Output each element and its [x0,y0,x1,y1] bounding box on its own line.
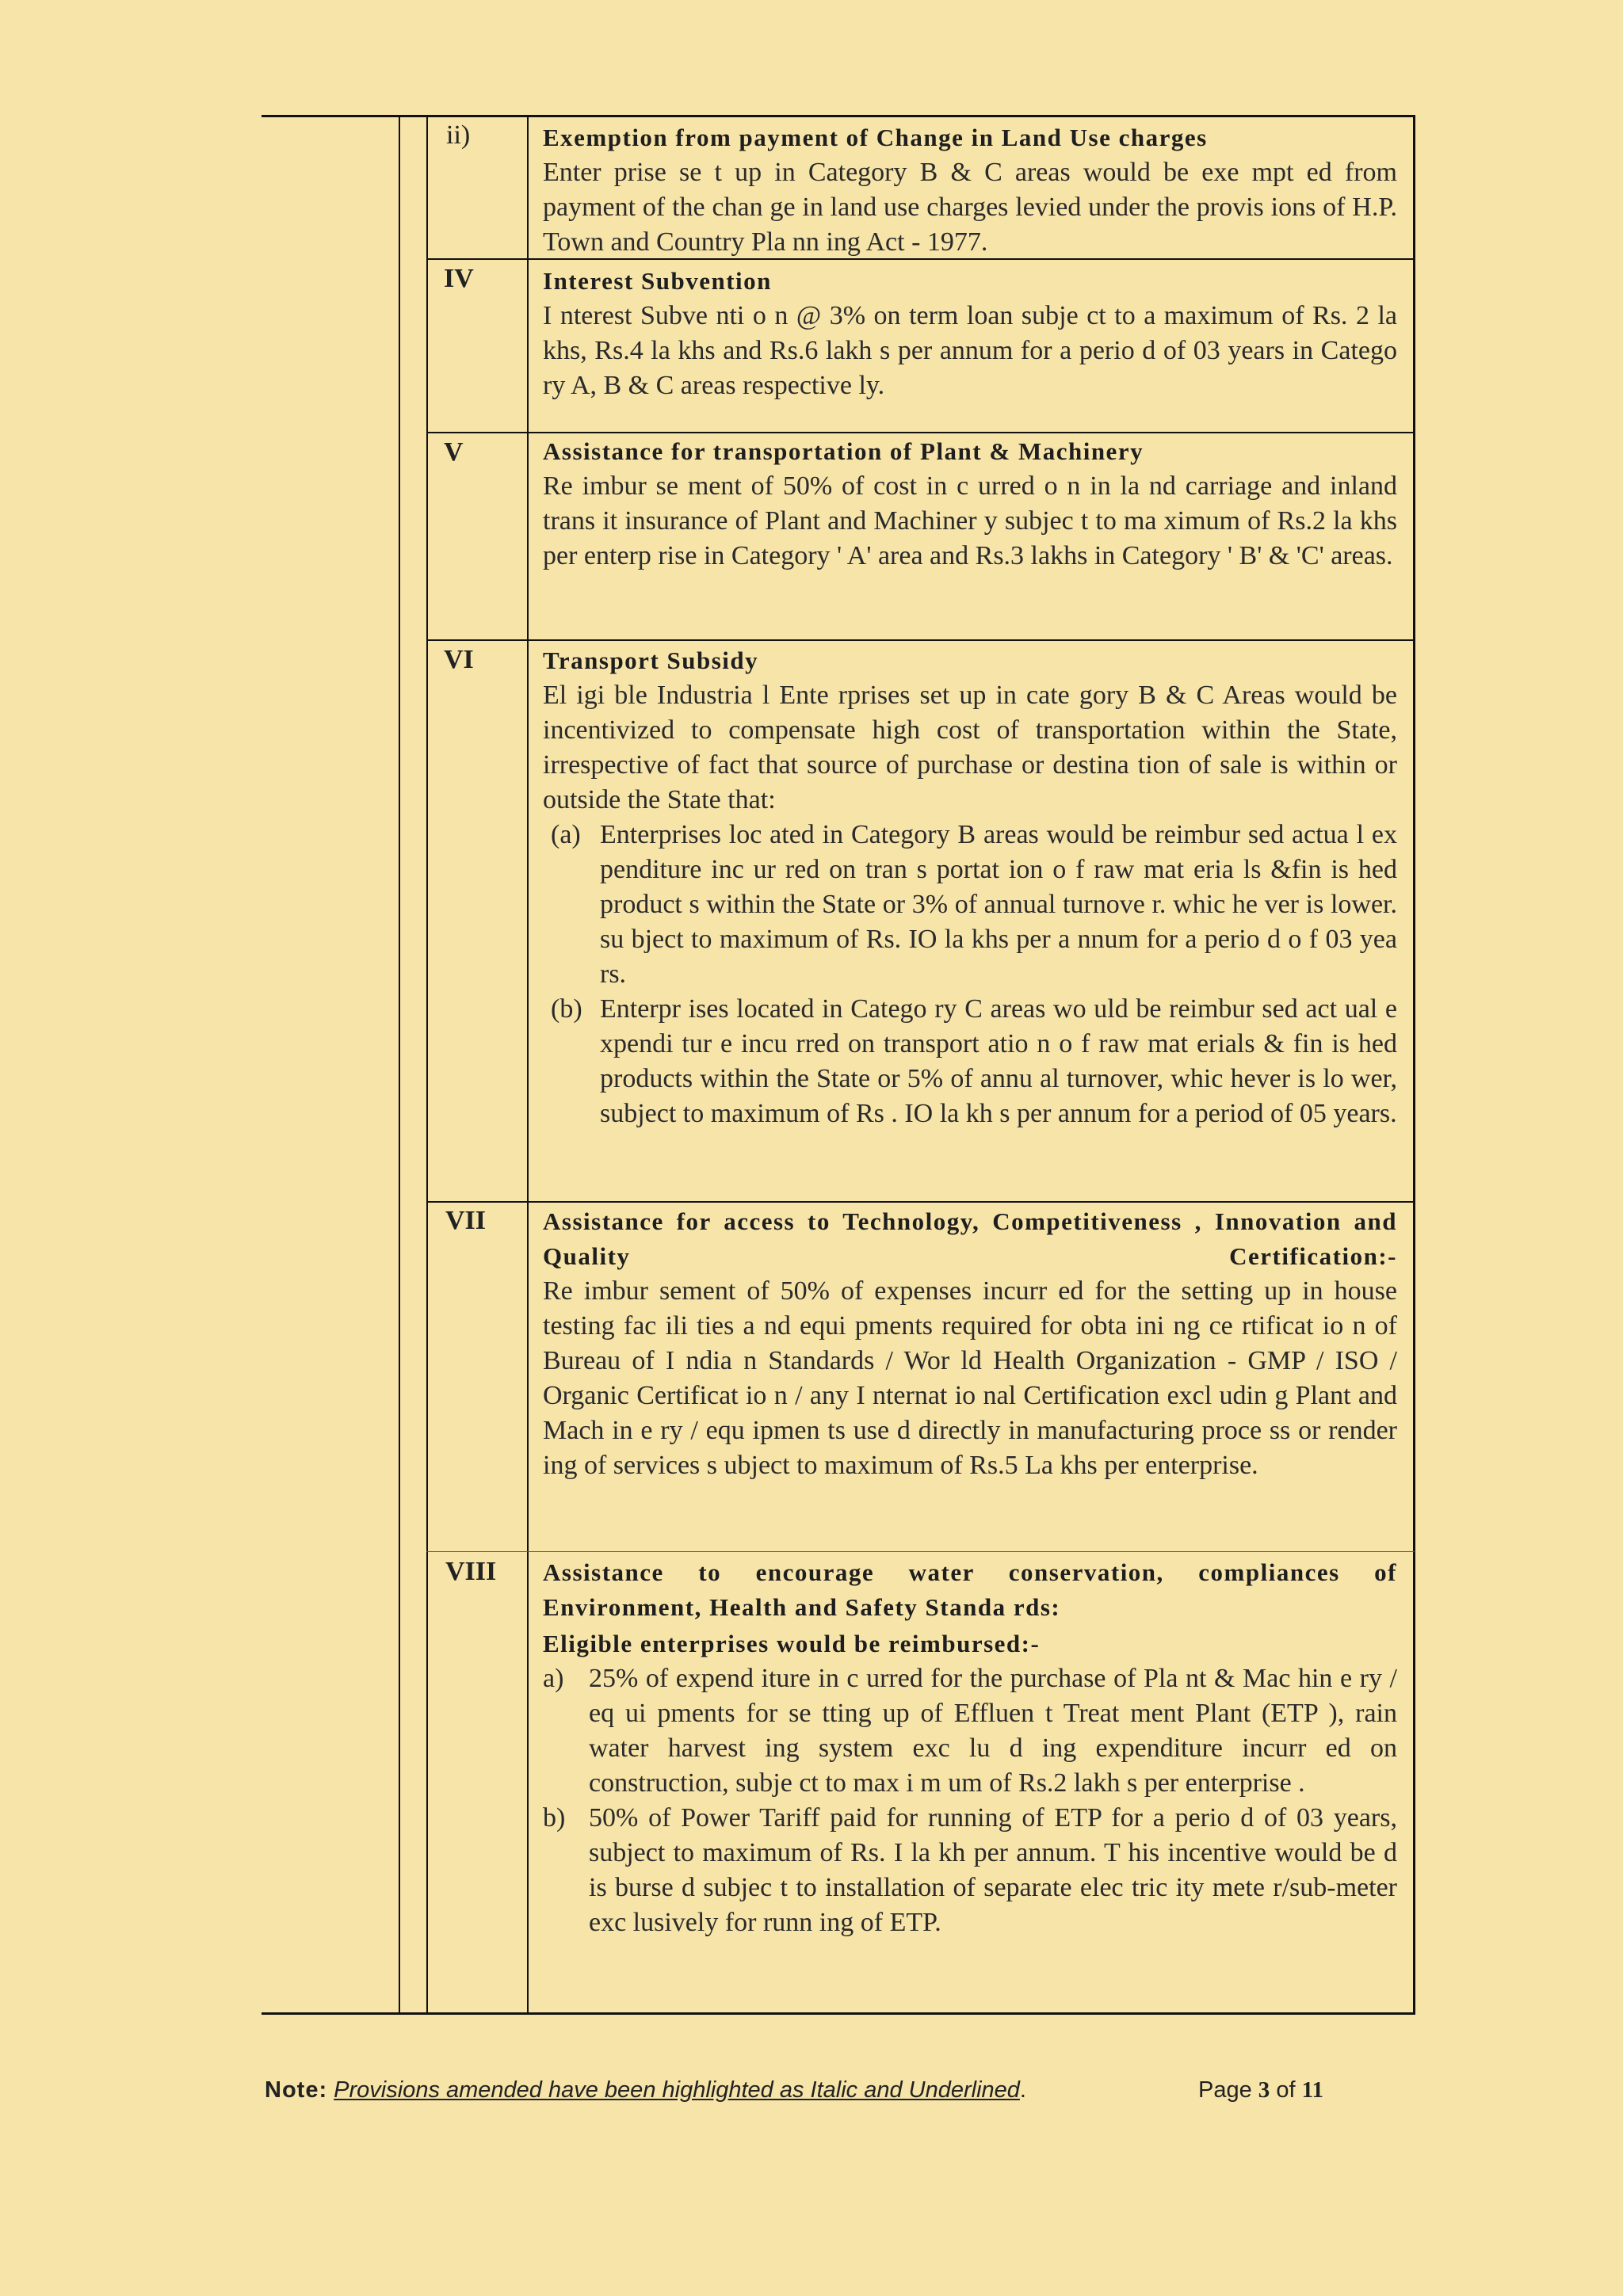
row-content [543,264,1397,403]
list-item-text: Enterprises loc ated in Category B areas would be reimbur sed actua l ex penditure inc ur red on tran s portat ion o f raw mat eria ls &fin is hed product s within the State or 3% of annual turnove r. whic he ver is lower. su bject to maximum of Rs. IO la khs per a nnum for a perio d o f 03 yea rs. [600,820,1397,989]
list-item [543,818,1397,992]
table-right-rule [1413,115,1415,2014]
list-marker: a) [543,1664,564,1693]
section-text: Enter prise se t up in Category B & C areas would be exe mpt ed from payment of the chan ge in land use charges levied under the provis ions of H.P. Town and Country Pla nn ing Act - 1977. [543,158,1397,257]
section-heading-text: Assistance for access to Technology, Competitiveness , Innovation and Quality Certification:- [543,1207,1397,1270]
list-marker: (b) [551,994,582,1024]
section-text: I nterest Subve nti o n @ 3% on term loan subje ct to a maximum of Rs. 2 la khs, Rs.4 la khs and Rs.6 lakh s per annum for a perio d of 03 years in Catego ry A, B & C areas respective ly. [543,301,1397,400]
note-label: Note: [265,2077,328,2103]
list-marker: b) [543,1803,566,1833]
footer-note [265,2077,1026,2103]
section-text: Re imbur se ment of 50% of cost in c urred o n in la nd carriage and inland trans it insurance of Plant and Machiner y subjec t to ma ximum of Rs.2 la khs per enterp rise in Category ' A' area and Rs.3 lakhs in Category ' B' & 'C' areas. [543,471,1397,570]
section-heading: Assistance for transportation of Plant & Machinery [543,437,1144,465]
row-divider [426,639,1415,641]
list-marker: (a) [551,820,581,849]
page-number [1198,2077,1323,2103]
page-of: of [1270,2077,1302,2103]
row-content [543,1204,1397,1483]
clause-list [543,1661,1397,1940]
row-divider [426,1201,1415,1203]
row-number: VI [444,645,474,674]
row-content [543,434,1397,574]
section-heading: Exemption from payment of Change in Land Use charges [543,124,1208,151]
list-item [543,1661,1397,1801]
list-item-text: 25% of expend iture in c urred for the purchase of Pla nt & Mac hin e ry / eq ui pments for se tting up of Effluen t Treat ment Plant (ETP ), rain water harvest ing system exc lu d ing expenditure incurr ed on construction, subje ct to max i m um of Rs.2 lakh s per enterprise . [589,1664,1397,1798]
section-heading: Transport Subsidy [543,646,759,674]
row-number: ii) [446,120,471,150]
table-rule-2 [426,115,428,2014]
note-end: . [1019,2077,1026,2103]
list-item-text: 50% of Power Tariff paid for running of ETP for a perio d of 03 years, subject to maximum of Rs. I la kh per annum. T his incentive would be d is burse d subjec t to installation of separate elec tric ity mete r/sub-meter exc lusively for runn ing of ETP. [589,1803,1397,1937]
page-prefix: Page [1198,2077,1258,2103]
list-item [543,1801,1397,1940]
row-divider [426,432,1415,433]
row-number: VII [445,1206,487,1235]
section-heading: Assistance to encourage water conservation, compliances of Environment, Health and Safety Standa rds: [543,1558,1397,1621]
list-item [543,992,1397,1131]
page-total: 11 [1301,2077,1324,2103]
row-number: V [444,437,464,467]
table-top-border [262,115,1415,117]
note-text: Provisions amended have been highlighted as Italic and Underlined [334,2077,1020,2103]
clause-list [543,818,1397,1131]
list-item-text: Enterpr ises located in Catego ry C areas wo uld be reimbur sed act ual e xpendi tur e incu rred on transport atio n o f raw mat erials & fin is hed products within the State or 5% of annu al turnover, whic hever is lo wer, subject to maximum of Rs . IO la kh s per annum for a period of 05 years. [600,994,1397,1128]
section-heading: Interest Subvention [543,267,772,295]
row-number: IV [444,264,474,293]
page-current: 3 [1258,2077,1270,2103]
row-content [543,1555,1397,1940]
section-text: El igi ble Industria l Ente rprises set up in cate gory B & C Areas would be incentivized to compensate high cost of transportation within the State, irrespective of fact that source of purchase or destina tion of sale is within or outside the State that: [543,681,1397,814]
row-content [543,643,1397,1131]
table-left-rule [399,115,400,2014]
section-heading [543,1204,1397,1274]
table-rule-3 [527,115,529,2014]
row-number: VIII [445,1557,497,1586]
table-bottom-border [262,2012,1415,2015]
section-text: Re imbur sement of 50% of expenses incurr ed for the setting up in house testing fac ili ties a nd equi pments required for obta ini ng ce rtificat io n of Bureau of I ndia n Standards / Wor ld Health Organization - GMP / ISO / Organic Certificat io n / any I nternat io nal Certification excl udin g Plant and Mach in e ry / equ ipmen ts use d directly in manufacturing proce ss or render ing of services s ubject to maximum of Rs.5 La khs per enterprise. [543,1276,1397,1480]
row-divider [426,1551,1415,1552]
section-subheading: Eligible enterprises would be reimbursed:- [543,1630,1041,1657]
row-content [543,120,1397,260]
